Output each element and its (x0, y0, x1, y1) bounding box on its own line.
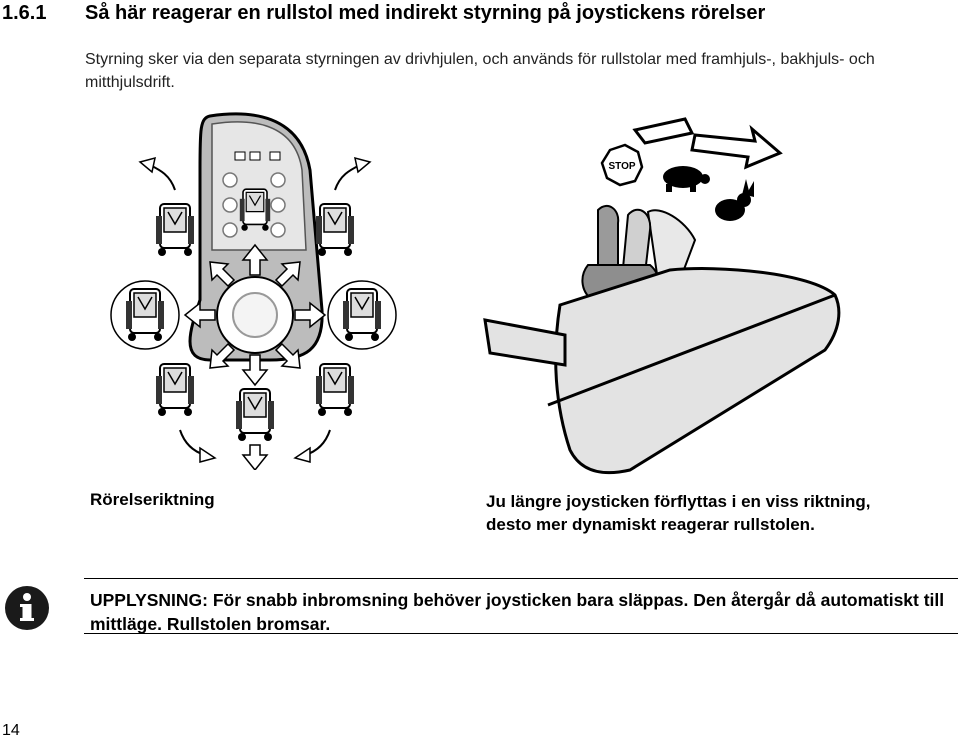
figure-left-caption: Rörelseriktning (90, 490, 215, 509)
stop-sign-text: STOP (608, 161, 636, 172)
section-title: Så här reagerar en rullstol med indirekt styrning på joystickens rörelser (85, 2, 766, 24)
figure-right-caption: Ju längre joysticken förflyttas i en viss riktning, desto mer dynamiskt reagerar rullstolen. (486, 492, 871, 534)
info-icon (4, 585, 50, 631)
note-text: UPPLYSNING: För snabb inbromsning behöver joysticken bara släppas. Den återgår då automatiskt till mittläge. Rullstolen bromsar. (90, 590, 945, 634)
note-divider-bottom (84, 633, 958, 634)
section-number: 1.6.1 (2, 2, 47, 24)
rabbit-icon (715, 179, 754, 221)
turtle-icon (663, 166, 710, 192)
intro-paragraph: Styrning sker via den separata styrningen av drivhjulen, och används för rullstolar med framhjuls-, bakhjuls- och mitthjulsdrift. (85, 51, 875, 91)
note-divider-top (84, 578, 958, 579)
page-number: 14 (2, 722, 20, 739)
movement-direction-figure (100, 110, 400, 470)
joystick-speed-figure (480, 105, 860, 480)
